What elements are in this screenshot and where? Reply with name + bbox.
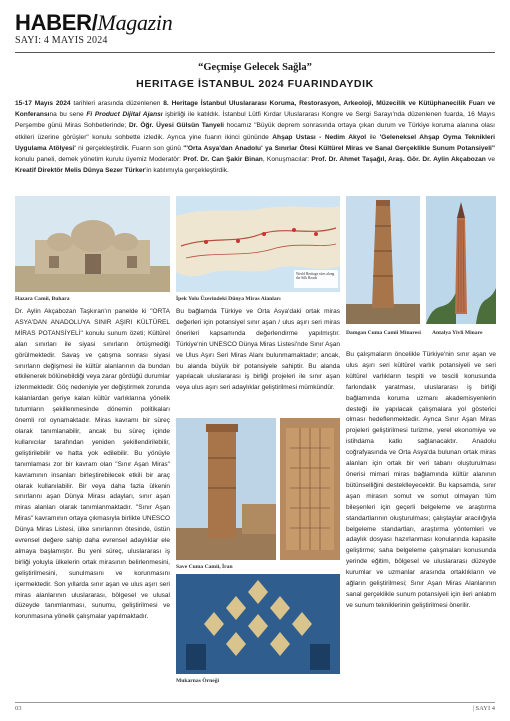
lead-run: tarihleri arasında düzenlenen [70, 100, 164, 107]
lead-run: Ahşap Ustası - Nedim Akyol [272, 133, 367, 141]
caption-silk-road: İpek Yolu Üzerindeki Dünya Miras Alanları [176, 296, 281, 302]
lead-run: 8. Heritage İstanbul Uluslararası Koruma, Restorasyon, Arkeoloji, Müzecilik ve Kütüphanecilik Fuarı ve Konferansı [15, 100, 495, 119]
lead-run: işbirliği ile katıldık. İstanbul Lütfi Kırdar Uluslararası Kongre ve Sergi Sarayı'nda düzenlenen fuarda, 16 Mayıs Perşembe günü Miras Sohbetlerinde; [15, 111, 495, 130]
article-kicker: “Geçmişe Gelecek Sağla” [198, 62, 312, 73]
caption-save: Save Cuma Camii, İran [176, 564, 233, 570]
save-mosque-photo-right [280, 418, 340, 560]
magazine-brand [15, 12, 172, 34]
body-column-3: Bu çalışmaların öncelikle Türkiye'nin sınır aşan ve ulus aşırı seri kültürel varlık potansiyeli ve seri kültürel varlıkların tespiti ve tescili konusunda farkındalık yaratması, uluslararası iş birliği bağlamında koruma uzmanı akademisyenlerin desteği ile yapılacak çalışmalara yol gösterici olması hedeflenmektedir. Ayrıca Sınır Aşan Miras projeleri geliştirilmesi turizme, yerel ekonomiye ve istihdama katkı sağlanacaktır. Anadolu coğrafyasında ve Orta Asya'da bulunan ortak miras alanları için ortak bir veri tabanı oluşturulması önerisi mimari miras bağlamında kültür alanının bütünselliğini desteklleyecektir. Bu kapsamda, sınır aşan mirasın somut ve somut olmayan tüm bileşenleri için geçerli belgeleme ve araştırma standartlarının oluşturulması; çalıştaylar aracılığıyla belgeleme standartları, araştırma yöntemleri ve adaylık dosyası hazırlanması konularında kapasite geliştirme; saha belgeleme çalışmaları konusunda yerinde eğitim, bölgesel ve uluslararası düzeyde kurumlar ve uzmanlar arasında ortaklıkların ve ağların geliştirilmesi; Sınır Aşan Miras Alanlarının sanal gerçeklikle sunum potansiyeli için ileri anlatım ve sunum tekniklerinin geliştirilmesi önerilir. [346, 351, 496, 609]
body-column-2: Bu bağlamda Türkiye ve Orta Asya'daki ortak miras değerleri için potansiyel sınır aşan / ulus aşırı seri miras önerileri kapsamında değerlendirme yapılmıştır. Türkiye'nin UNESCO Dünya Miras Listesi'nde Sınır Aşan ve Ulus Aşırı Seri Miras Alanı bulunmamaktadır; ancak, bu alanda büyük bir potansiyele sahiptir. Bu alanda yapılacak uluslararası iş birliği projeleri ile sınır aşan veya ulus aşırı seri adaylıklar geliştirilmesi mümkündür. [176, 308, 340, 392]
lead-run: 'Geleneksel Ahşap Oyma Teknikleri Uygulama Atölyesi' [15, 133, 495, 152]
lead-run: 'in katılımıyla gerçekleştirdik. [145, 167, 229, 175]
brand-bold: HABER/ [15, 10, 98, 35]
caption-damgan: Damgan Cuma Camii Minaresi [346, 330, 421, 336]
page-number: 03 [15, 705, 22, 712]
caption-antalya: Antalya Yivli Minare [432, 330, 483, 336]
save-mosque-photo-left [176, 418, 276, 560]
lead-run: ile [366, 133, 380, 141]
footer-issue: | SAYI 4 [472, 705, 495, 712]
article-headline: HERITAGE İSTANBUL 2024 FUARINDAYDIK [136, 78, 374, 90]
lead-run: Fi Product Dijital Ajansı [86, 111, 163, 119]
lead-run: ve [485, 156, 496, 164]
lead-run: konulu paneli, demek yönetim kurulu üyemiz Moderatör: [15, 156, 184, 164]
lead-run: Kreatif Direktör Melis Dünya Sezer Türker [15, 167, 146, 175]
hazara-mosque-photo [15, 196, 170, 292]
map-legend: World Heritage sites along the Silk Roads [296, 272, 335, 281]
lead-run: "'Orta Asya'dan Anadolu' ya Sınırlar Ötesi Kültürel Miras ve Sanal Gerçeklikle Sunum Potansiyeli" [183, 144, 495, 152]
body-column-1: Dr. Aylin Akçabozan Taşkıran'ın panelde ki "ORTA ASYA'DAN ANADOLUYA SINIR AŞIRI KÜLTÜREL MİRAS POTANSİYELİ" konulu sunum özeti; Kültürel alan sınırları ile siyasi sınırların örtüşmediği görülmektedir. Savaş ve çatışma sonrası siyasi sınırların değişmesi ile kültür alanlarının da bundan etkilenerek bölünebildiği veya zarar gördüğü durumlar izlenmektedir. Göç nedeniyle yer değiştirmek zorunda kalanlardan geriye kalan kültür varlıklarına yönelik tutumların şekillenmesinde dönemin politikaları önemli rol oynamaktadır. Miras kavramı bir süreç olarak tanımlanabilir, ancak bu süreç içinde kullanıcılar tarafından yeniden şekillendirilebilir, geliştirilebilir ve hatta yok edilebilir. Bu yönüyle tanımlaması zor bir kavram olan "Sınır Aşan Miras" kavramının insanları birleştirebilecek etkili bir araç olarak kullanılabilir. Bir veya daha fazla ülkenin sınırlarını aşan Dünya Mirası adayları, sınır aşan miras alanları olarak tanımlanmaktadır. "Sınır Aşan Miras" kavramının ortaya çıkmasıyla birlikte UNESCO Dünya Miras Listesi, ülke sınırlarının ötesinde, üstün evrensel değere sahip daha evrensel adaylıklar ele almaya başlamıştır. Bu yeni süreç, uluslararası iş birliği yoluyla ülkelerin ortak mirasının belirlenmesini, geliştirilmesini, sunulmasını ve korunmasını içermektedir. Son yıllarda sınır aşan ve ulus aşırı seri miras alanlarının uluslararası, bölgesel ve ulusal düzeyde tanımlanması, sunumu, geliştirilmesi ve korunmasına yönelik çalışmalar yapılmaktadır. [15, 308, 170, 621]
masthead-rule [15, 52, 495, 53]
lead-run: , Konuşmacılar: [262, 156, 312, 164]
damgan-minaret-photo [346, 196, 420, 324]
lead-paragraph [15, 98, 495, 176]
caption-mukarnas: Mukarnas Örneği [176, 678, 220, 684]
brand-italic: Magazin [97, 10, 173, 35]
antalya-minaret-photo [426, 196, 496, 324]
lead-run: ni gerçekleştirdik. Fuarın son günü [75, 144, 184, 152]
caption-hazara: Hazara Camii, Buhara [15, 296, 70, 302]
lead-run: Prof. Dr. Can Şakir Binan [183, 156, 263, 164]
lead-run: hocamız "Büyük deprem sonrasında ortaya çıkan durum ve Türkiye koruma alanına olası etkileri üzerine görüşler" konulu sohbette izledik. Ayrıca yine fuarın ikinci gününde [15, 122, 495, 141]
masthead [15, 12, 172, 46]
issue-date: SAYI: 4 MAYIS 2024 [15, 35, 108, 46]
footer-rule [15, 702, 495, 703]
lead-run: na bu sene [49, 111, 87, 119]
mukarnas-photo [176, 574, 340, 674]
lead-run: 15-17 Mayıs 2024 [15, 100, 71, 107]
lead-run: Prof. Dr. Ahmet Taşağıl, Araş. Gör. Dr. Aylin Akçabozan [311, 156, 486, 164]
lead-run: Dr. Öğr. Üyesi Gülsün Tanyeli [128, 122, 224, 130]
